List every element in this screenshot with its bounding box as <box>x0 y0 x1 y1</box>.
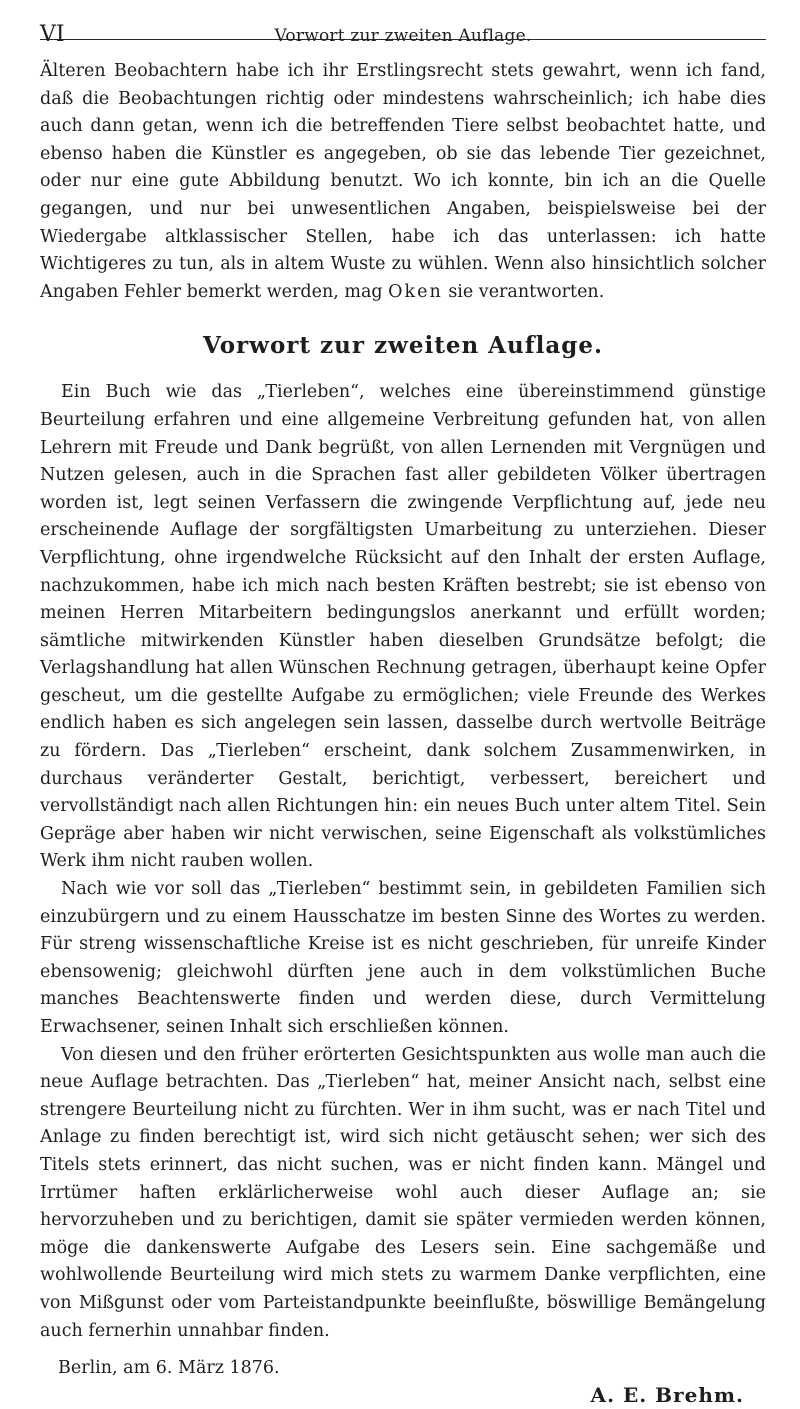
running-head <box>40 0 766 47</box>
page-number: VI <box>40 22 65 47</box>
intro-text-part2: sie verantworten. <box>442 281 605 302</box>
running-title: Vorwort zur zweiten Auflage. <box>274 26 532 46</box>
author-signature: A. E. Brehm. <box>590 1383 744 1408</box>
intro-spaced-name: Oken <box>388 281 443 302</box>
intro-text-part1: Älteren Beobachtern habe ich ihr Erstlingsrecht stets gewahrt, wenn ich fand, daß die Beobachtungen richtig oder mindestens wahrscheinlich; ich habe dies auch dann getan, wenn ich die betreffenden Tiere selbst beobachtet hatte, und ebenso haben die Künstler es angegeben, ob sie das lebende Tier gezeichnet, oder nur eine gute Abbildung benutzt. Wo ich konnte, bin ich an die Quelle gegangen, und nur bei unwesentlichen Angaben, beispielsweise bei der Wiedergabe altklassischer Stellen, habe ich das unterlassen: ich hatte Wichtigeres zu tun, als in altem Wuste zu wühlen. Wenn also hinsichtlich solcher Angaben Fehler bemerkt werden, mag <box>40 61 766 302</box>
body-paragraph-2: Nach wie vor soll das „Tierleben“ bestimmt sein, in gebildeten Familien sich einzubürgern und zu einem Hausschatze im besten Sinne des Wortes zu werden. Für streng wissenschaftliche Kreise ist es nicht geschrieben, für unreife Kinder ebensowenig; gleichwohl dürften jene auch in dem volkstümlichen Buche manches Beachtenswerte finden und werden diese, durch Vermittelung Erwachsener, seinen Inhalt sich erschließen können. <box>40 879 766 1037</box>
body-paragraph-3: Von diesen und den früher erörterten Gesichtspunkten aus wolle man auch die neue Auflage betrachten. Das „Tierleben“ hat, meiner Ansicht nach, selbst eine strengere Beurteilung nicht zu fürchten. Wer in ihm sucht, was er nach Titel und Anlage zu finden berechtigt ist, wird sich nicht getäuscht sehen; wer sich des Titels stets erinnert, das nicht suchen, was er nicht finden kann. Mängel und Irrtümer haften erklärlicherweise wohl auch dieser Auflage an; sie hervorzuheben und zu berichtigen, damit sie später vermieden werden können, möge die dankenswerte Aufgabe des Lesers sein. Eine sachgemäße und wohlwollende Beurteilung wird mich stets zu warmem Danke verpflichten, eine von Mißgunst oder vom Parteistandpunkte beeinflußte, böswillige Bemängelung auch fernerhin unnahbar finden. <box>40 1044 766 1341</box>
place-date: Berlin, am 6. März 1876. <box>58 1358 280 1379</box>
body-paragraph-1: Ein Buch wie das „Tierleben“, welches eine übereinstimmend günstige Beurteilung erfahren und eine allgemeine Verbreitung gefunden hat, von allen Lehrern mit Freude und Dank begrüßt, von allen Lernenden mit Vergnügen und Nutzen gelesen, auch in die Sprachen fast aller gebildeten Völker übertragen worden ist, legt seinen Verfassern die zwingende Verpflichtung auf, jede neu erscheinende Auflage der sorgfältigsten Umarbeitung zu unterziehen. Dieser Verpflichtung, ohne irgendwelche Rücksicht auf den Inhalt der ersten Auflage, nachzukommen, habe ich mich nach besten Kräften bestrebt; sie ist ebenso von meinen Herren Mitarbeitern bedingungslos anerkannt und erfüllt worden; sämtliche mitwirkenden Künstler haben dieselben Grundsätze befolgt; die Verlagshandlung hat allen Wünschen Rechnung getragen, überhaupt keine Opfer gescheut, um die gestellte Aufgabe zu ermöglichen; viele Freunde des Werkes endlich haben es sich angelegen sein lassen, dasselbe durch wertvolle Beiträge zu fördern. Das „Tierleben“ erscheint, dank solchem Zusammenwirken, in durchaus veränderter Gestalt, berichtigt, verbessert, bereichert und vervollständigt nach allen Richtungen hin: ein neues Buch unter altem Titel. Sein Gepräge aber haben wir nicht verwischen, seine Eigenschaft als volkstümliches Werk ihm nicht rauben wollen. <box>40 382 766 872</box>
signoff <box>40 1355 766 1409</box>
section-heading: Vorwort zur zweiten Auflage. <box>202 332 604 360</box>
intro-paragraph <box>40 58 766 306</box>
